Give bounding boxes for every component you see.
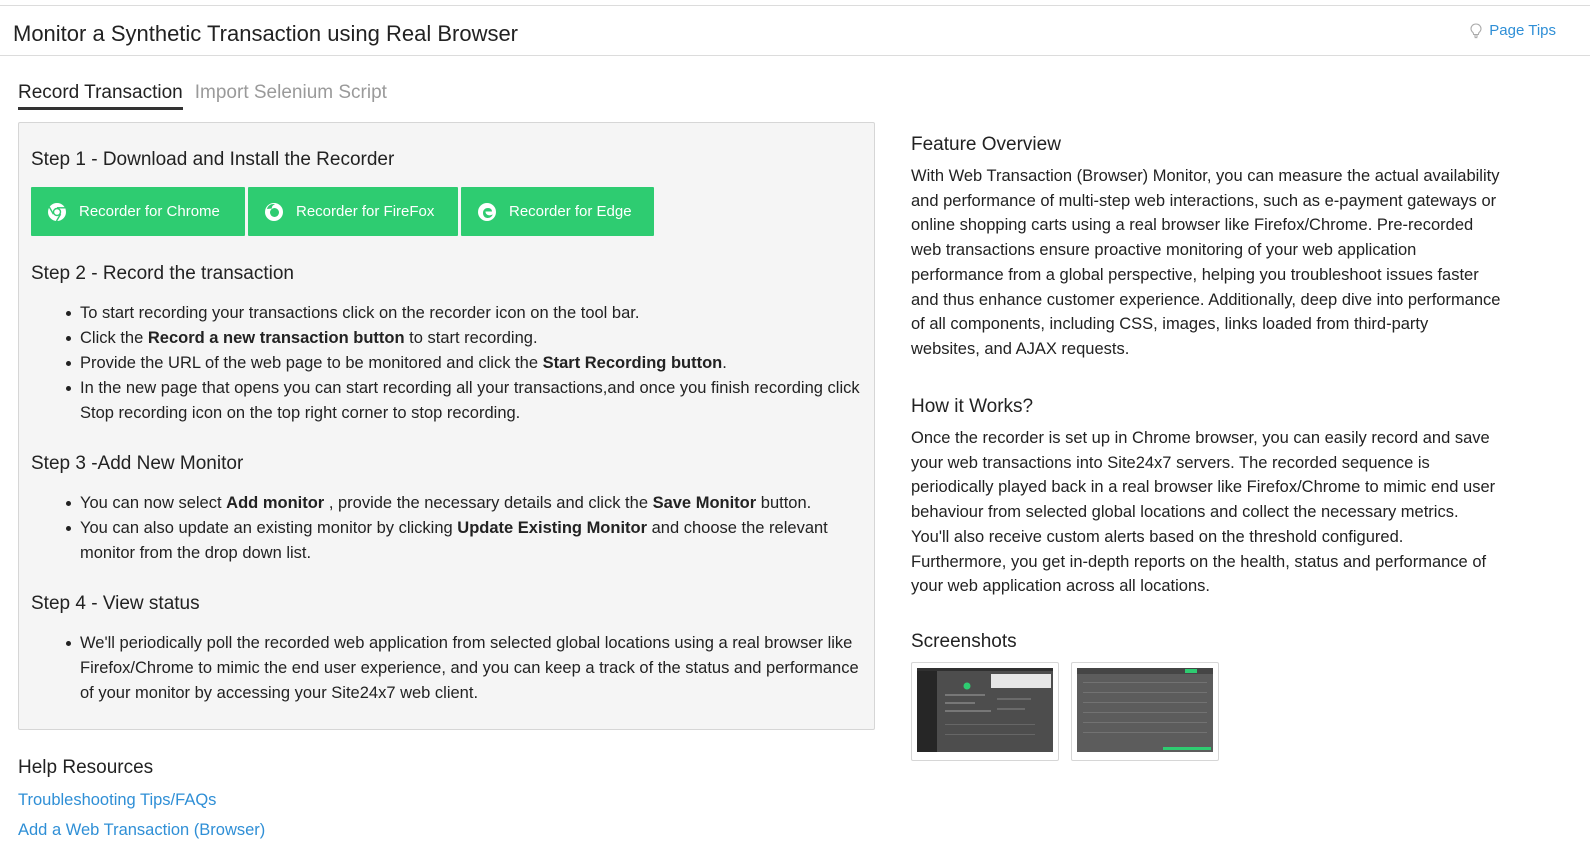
list-item: You can now select Add monitor , provide the necessary details and click the Save Monitor button. <box>80 491 860 516</box>
help-resources-title: Help Resources <box>18 757 154 778</box>
screenshot-thumbnail-1[interactable] <box>911 662 1059 761</box>
recorder-edge-label: Recorder for Edge <box>509 203 632 220</box>
recorder-firefox-label: Recorder for FireFox <box>296 203 435 220</box>
page-tips-link[interactable] <box>1469 22 1556 39</box>
screenshot-thumbnail-2[interactable] <box>1071 662 1219 761</box>
edge-icon <box>477 202 497 222</box>
list-item: Provide the URL of the web page to be monitored and click the Start Recording button. <box>80 351 860 376</box>
list-item: To start recording your transactions click on the recorder icon on the tool bar. <box>80 301 860 326</box>
recorder-chrome-button[interactable] <box>31 187 245 236</box>
list-item: Click the Record a new transaction button to start recording. <box>80 326 860 351</box>
how-it-works-text: Once the recorder is set up in Chrome browser, you can easily record and save your web transactions into Site24x7 servers. The recorded sequence is periodically played back in a real browser like Firefox/Chrome to mimic end user behaviour from selected global locations and collect the necessary metrics. You'll also receive custom alerts based on the threshold configured. Furthermore, you get in-depth reports on the health, status and performance of your web application across all locations. <box>911 429 1496 596</box>
tab-import-selenium-script[interactable]: Import Selenium Script <box>194 82 387 103</box>
screenshot-image-1 <box>917 668 1053 752</box>
page-title: Monitor a Synthetic Transaction using Real Browser <box>13 21 519 46</box>
screenshot-image-2 <box>1077 668 1213 752</box>
firefox-icon <box>264 202 284 222</box>
tab-bar <box>18 82 387 110</box>
recorder-chrome-label: Recorder for Chrome <box>79 203 220 220</box>
recorder-edge-button[interactable] <box>461 187 654 236</box>
how-it-works-title: How it Works? <box>911 396 1034 417</box>
list-item: You can also update an existing monitor by clicking Update Existing Monitor and choose the relevant monitor from the drop down list. <box>80 516 860 566</box>
step3-title: Step 3 -Add New Monitor <box>31 453 244 474</box>
list-item: In the new page that opens you can start recording all your transactions,and once you finish recording click Stop recording icon on the top right corner to stop recording. <box>80 376 860 426</box>
feature-overview-title: Feature Overview <box>911 134 1061 155</box>
lightbulb-icon <box>1469 23 1483 39</box>
step2-title: Step 2 - Record the transaction <box>31 263 294 284</box>
troubleshooting-link[interactable]: Troubleshooting Tips/FAQs <box>18 791 217 809</box>
tab-record-transaction[interactable]: Record Transaction <box>18 82 183 110</box>
step4-list <box>80 631 860 706</box>
step3-list <box>80 491 860 566</box>
step1-title: Step 1 - Download and Install the Recorder <box>31 149 395 170</box>
step4-title: Step 4 - View status <box>31 593 200 614</box>
add-web-transaction-link[interactable]: Add a Web Transaction (Browser) <box>18 821 266 839</box>
feature-overview-text: With Web Transaction (Browser) Monitor, you can measure the actual availability and performance of multi-step web interactions, such as e-payment gateways or online shopping carts using a real browser like Firefox/Chrome. Pre-recorded web transactions ensure proactive monitoring of your web application performance from a global perspective, helping you troubleshoot issues faster and thus enhance customer experience. Additionally, deep dive into performance of all components, including CSS, images, links loaded from third-party websites, and AJAX requests. <box>911 167 1501 358</box>
recorder-firefox-button[interactable] <box>248 187 458 236</box>
page-tips-label[interactable]: Page Tips <box>1489 22 1556 39</box>
recorder-buttons <box>31 187 654 236</box>
step2-list <box>80 301 860 426</box>
page-header <box>0 6 1590 56</box>
list-item: We'll periodically poll the recorded web application from selected global locations using a real browser like Firefox/Chrome to mimic the end user experience, and you can keep a track of the status and performance of your monitor by accessing your Site24x7 web client. <box>80 631 860 706</box>
steps-panel <box>18 122 875 730</box>
chrome-icon <box>47 202 67 222</box>
screenshots-title: Screenshots <box>911 631 1017 652</box>
